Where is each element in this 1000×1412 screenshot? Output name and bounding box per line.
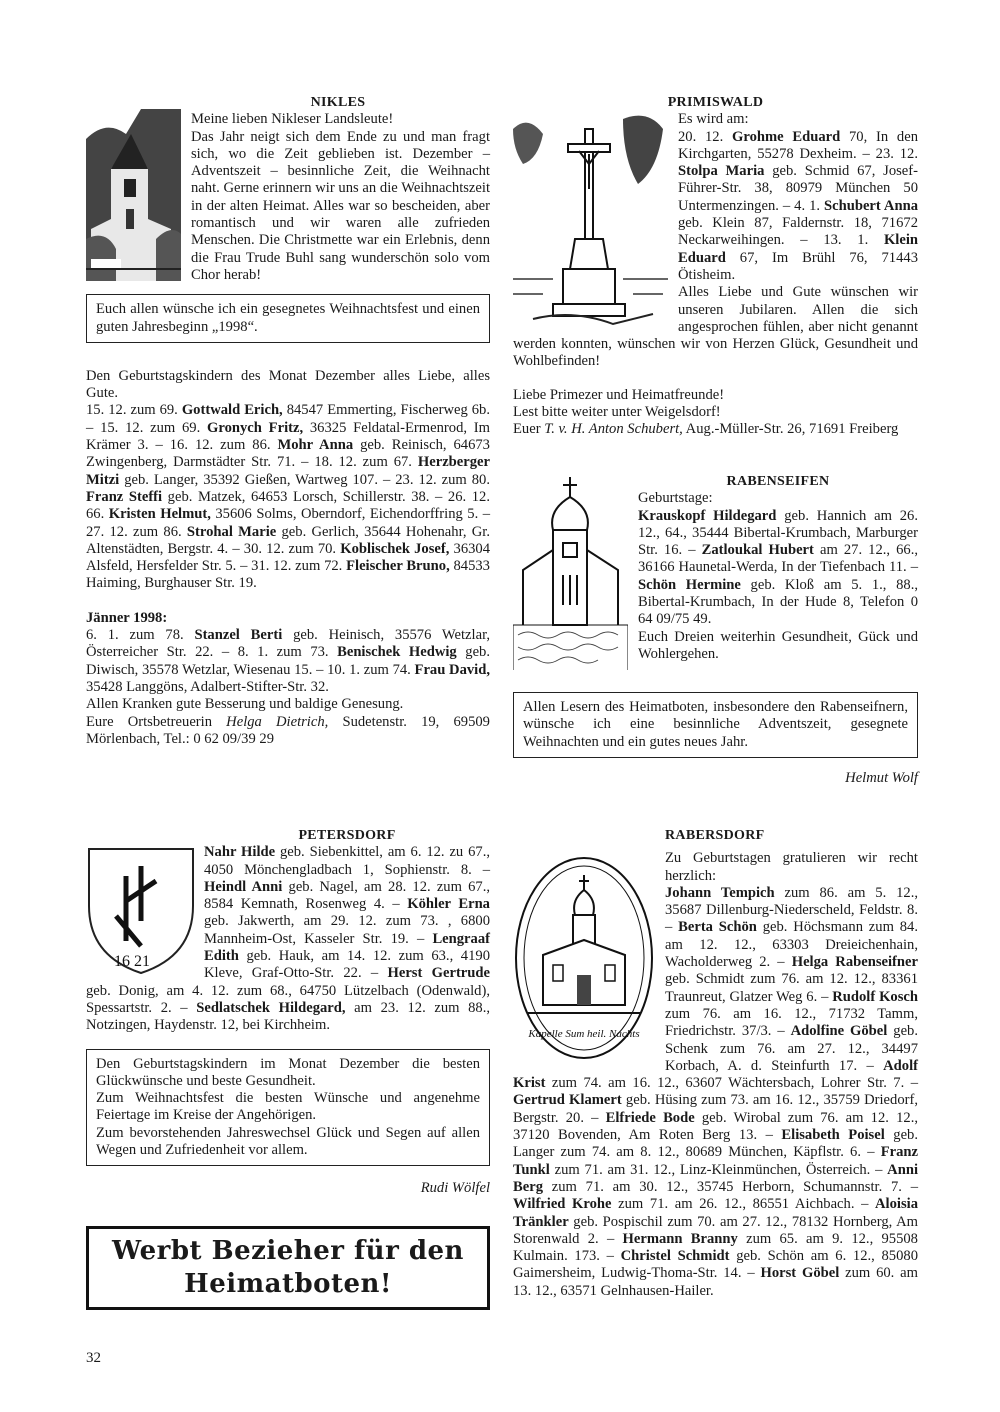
entry: 20. 12. Grohme Eduard 70, In den Kirchgarten, 55278 Dexheim. – xyxy=(678,128,919,162)
petersdorf-wish-2: Zum Weihnachtsfest die besten Wünsche und angenehme Feiertage im Kreise der Angehörigen. xyxy=(96,1090,480,1124)
rabersdorf-chapel-image xyxy=(513,855,655,1061)
entry: 23. 12. zum 80. Franz Steffi geb. Matzek, 64653 Lorsch, Schillerstr. 38. – xyxy=(86,471,490,505)
entry-name: Adolf Krist xyxy=(513,1057,918,1092)
entry: Heindl Anni geb. Nagel, am 28. 12. zum 67., 8584 Kemnath, Rosenweg 4. – xyxy=(204,878,490,913)
primiswald-section xyxy=(513,94,918,439)
entry: 30. 12. zum 70. Koblischek Josef, 36304 Alsfeld, Hersfelder Str. 5. – xyxy=(86,540,491,575)
entry: 15. 12. zum 69. Gronych Fritz, 36325 Feldatal-Ermenrod, Im Krämer 3. – xyxy=(86,419,490,454)
entry: 26. 12. 66. Kristen Helmut, 35606 Solms, Oberndorf, Eichendorffring 5. – xyxy=(86,488,490,523)
nikles-body: Das Jahr neigt sich dem Ende zu und man fragt sich, wo die Zeit geblieben ist. Dezember – Adventszeit – besinnliche Zeit, die Weihnacht naht. Gerne erinnern wir uns an die Weihnachtszeit in der alten Heimat. Alles war so bescheiden, aber romantisch und wir waren alle zufrieden Menschen. Die Christmette war ein Erlebnis, denn die Frau Trude Buhl sang wunderschön solo vom Chor herab! xyxy=(191,128,490,283)
promo-line-2: Heimatboten! xyxy=(184,1268,392,1299)
nikles-dec-intro: Den Geburtstagskindern des Monat Dezember alles Liebe, alles Gute. xyxy=(86,367,490,402)
entry: Zatloukal Hubert am 27. 12., 66., 36166 Haunetal-Werda, In der Tiefenbach 11. – xyxy=(638,542,919,576)
entry-name: Elisabeth Poisel xyxy=(781,1127,885,1144)
entry: 31. 12. zum 72. Fleischer Bruno, 84533 Haiming, Burghauser Str. 19. xyxy=(86,558,490,592)
petersdorf-heading: PETERSDORF xyxy=(298,828,396,843)
nikles-heading: NIKLES xyxy=(310,95,366,110)
entry-name: Franz Tunkl xyxy=(513,1144,918,1178)
promo-banner xyxy=(86,1226,490,1310)
entry: Elfriede Bode geb. Wirobal zum 76. am 12. 12., 37120 Bovenden, Am Roten Berg 13. – xyxy=(513,1109,918,1144)
entry: Rudolf Kosch zum 76. am 16. 12., 71732 Tamm, Friedrichstr. 37/3. – xyxy=(665,988,918,1040)
entry-name: Köhler Erna xyxy=(407,896,490,913)
entry-name: Gertrud Klamert xyxy=(513,1092,622,1109)
entry-name: Hermann Branny xyxy=(622,1230,738,1247)
entry-name: Aloisia Tränkler xyxy=(513,1196,918,1230)
entry-name: Wilfried Krohe xyxy=(513,1196,612,1213)
entry: 4. 1. Schubert Anna geb. Klein 87, Faldernstr. 18, 71672 Neckarweihingen. – xyxy=(678,197,918,249)
entry-name: Christel Schmidt xyxy=(620,1248,730,1265)
entry-name: Koblischek Josef, xyxy=(340,540,450,557)
entry-name: Adolfine Göbel xyxy=(790,1023,888,1040)
petersdorf-crest-image xyxy=(86,846,196,976)
entry: 16. 12. zum 86. Mohr Anna geb. Reinisch, 64673 Zwingenberg, Darmstädter Str. 71. – xyxy=(86,437,490,471)
entry: 8. 1. zum 73. Benischek Hedwig geb. Diwisch, 35578 Wetzlar, Wiesenau 15. – xyxy=(86,644,490,678)
rabersdorf-intro: Zu Geburtstagen gratulieren wir recht herzlich: xyxy=(665,850,918,884)
entry-name: Sedlatschek Hildegard, xyxy=(196,999,346,1016)
rabenseifen-intro: Geburtstage: xyxy=(638,490,713,507)
nikles-wish-text: Euch allen wünsche ich ein gesegnetes Weihnachtsfest und einen guten Jahresbeginn „1998“. xyxy=(96,301,480,335)
entry-name: Berta Schön xyxy=(678,919,757,936)
entry: 10. 1. zum 74. Frau David, 35428 Langgöns, Adalbert-Stifter-Str. 32. xyxy=(86,661,491,695)
nikles-jan-list xyxy=(86,627,490,696)
entry: Wilfried Krohe zum 71. am 26. 12., 86551 Aichbach. – xyxy=(513,1196,876,1213)
entry-name: Johann Tempich xyxy=(665,884,775,901)
entry-name: Krauskopf Hildegard xyxy=(638,507,777,524)
entry: Horst Göbel zum 60. am 13. 12., 63571 Gelnhausen-Hailer. xyxy=(513,1265,918,1299)
entry: Helga Rabenseifner geb. Schmidt zum 76. am 12. 12., 83361 Traunreut, Glatzer Weg 6. – xyxy=(665,954,918,1005)
nikles-section xyxy=(86,94,490,748)
entry: Aloisia Tränkler geb. Pospischil zum 70. am 27. 12., 78132 Hornberg, Am Storenwald 2. – xyxy=(513,1196,918,1247)
entry-name: Helga Rabenseifner xyxy=(791,954,918,971)
entry-name: Anni Berg xyxy=(513,1161,918,1195)
entry: Johann Tempich zum 86. am 5. 12., 35687 Dillenburg-Niederscheld, Feldstr. 8. – xyxy=(665,884,918,936)
petersdorf-signature: Rudi Wölfel xyxy=(420,1180,490,1197)
primiswald-note: Lest bitte weiter unter Weigelsdorf! xyxy=(513,404,721,421)
nikles-wish-box xyxy=(86,294,490,343)
entry-name: Zatloukal Hubert xyxy=(701,542,814,559)
entry-name: Schubert Anna xyxy=(824,197,918,214)
entry: Nahr Hilde geb. Siebenkittel, am 6. 12. zu 67., 4050 Mönchengladbach 1, Sophienstr. 8. – xyxy=(204,844,490,878)
entry-name: Lengraaf Edith xyxy=(204,930,490,965)
rabenseifen-wish-text: Allen Lesern des Heimatboten, insbesondere den Rabenseifnern, wünsche ich eine besinnliche Adventszeit, gesegnete Weihnachten und ein gutes neues Jahr. xyxy=(523,699,908,750)
entry-name: Schön Hermine xyxy=(638,576,741,593)
petersdorf-wish-3: Zum bevorstehenden Jahreswechsel Glück und Segen auf allen Wegen und Zufriedenheit vor allem. xyxy=(96,1124,480,1159)
entry-name: Fleischer Bruno, xyxy=(346,558,450,575)
entry-name: Horst Göbel xyxy=(760,1265,840,1282)
nikles-dec-list xyxy=(86,402,490,592)
nikles-intro: Meine lieben Nikleser Landsleute! xyxy=(191,111,394,128)
entry-name: Herzberger Mitzi xyxy=(86,454,490,488)
entry: Christel Schmidt geb. Schön am 6. 12., 85080 Gaimersheim, Ludwig-Thoma-Str. 14. – xyxy=(513,1248,918,1282)
rabenseifen-church-image xyxy=(513,475,628,670)
rabenseifen-section xyxy=(513,473,918,787)
entry: Lengraaf Edith geb. Hauk, am 14. 12. zum 63., 4190 Kleve, Graf-Otto-Str. 22. – xyxy=(204,930,490,982)
entry: Adolfine Göbel geb. Schenk zum 76. am 27. 12., 34497 Korbach, A. d. Steinfurth 17. – xyxy=(665,1023,918,1074)
entry: Berta Schön geb. Höchsmann zum 84. am 12. 12., 63303 Dreieichenhain, Wacholderweg 2. – xyxy=(665,919,918,971)
rabenseifen-signature: Helmut Wolf xyxy=(845,769,918,786)
crest-text: 16 21 xyxy=(114,953,150,970)
entry-name: Mohr Anna xyxy=(277,437,354,454)
rabersdorf-section xyxy=(513,827,918,1300)
page-number: 32 xyxy=(86,1350,101,1366)
primiswald-intro: Es wird am: xyxy=(678,111,749,128)
entry: Elisabeth Poisel geb. Langer zum 74. am 8. 12., 80689 München, Käpflstr. 6. – xyxy=(513,1127,919,1161)
petersdorf-section xyxy=(86,827,490,1310)
nikles-jan-title: Jänner 1998: xyxy=(86,609,168,626)
primiswald-heading: PRIMISWALD xyxy=(667,95,764,110)
rabenseifen-closing: Euch Dreien weiterhin Gesundheit, Gück und Wohlergehen. xyxy=(638,628,918,662)
rabenseifen-wish-box xyxy=(513,692,918,758)
entry-name: Grohme Eduard xyxy=(732,128,841,145)
entry: Sedlatschek Hildegard, am 23. 12. zum 88., Notzingen, Haydenstr. 12, bei Kirchheim. xyxy=(86,999,491,1034)
entry-name: Franz Steffi xyxy=(86,488,163,505)
primiswald-cross-image xyxy=(513,109,668,327)
entry-name: Gronych Fritz, xyxy=(207,419,304,436)
rabersdorf-heading: RABERSDORF xyxy=(665,828,765,843)
entry: 15. 12. zum 69. Gottwald Erich, 84547 Emmerting, Fischerweg 6b. – xyxy=(86,402,490,436)
rabenseifen-heading: RABENSEIFEN xyxy=(726,474,830,489)
entry-name: Kristen Helmut, xyxy=(108,506,211,523)
entry-name: Strohal Marie xyxy=(186,523,277,540)
primiswald-greet: Liebe Primezer und Heimatfreunde! xyxy=(513,386,725,403)
entry-name: Benischek Hedwig xyxy=(337,644,457,661)
petersdorf-wish-box xyxy=(86,1049,490,1167)
promo-line-1: Werbt Bezieher für den xyxy=(112,1235,464,1266)
nikles-signature: Eure Ortsbetreuerin Helga Dietrich, Sudetenstr. 19, 69509 Mörlenbach, Tel.: 0 62 09/39 29 xyxy=(86,713,490,747)
entry: Herst Gertrude geb. Donig, am 4. 12. zum 68., 64750 Lützelbach (Odenwald), Spessartstr. 2. – xyxy=(86,965,490,1016)
entry: 6. 1. zum 78. Stanzel Berti geb. Heinisch, 35576 Wetzlar, Österreicher Str. 22. – xyxy=(86,627,490,661)
nikles-closing: Allen Kranken gute Besserung und baldige Genesung. xyxy=(86,696,404,713)
primiswald-signature: Euer T. v. H. Anton Schubert, Aug.-Müller-Str. 26, 71691 Freiberg xyxy=(513,421,899,438)
chapel-caption: Kapelle Sum heil. Nachts xyxy=(528,1028,640,1040)
entry: 23. 12. Stolpa Maria geb. Schmid 67, Josef-Führer-Str. 38, 80979 München 50 Untermenzingen. – xyxy=(678,145,919,214)
entry: Gertrud Klamert geb. Hüsing zum 73. am 16. 12., 35759 Driedorf, Bergstr. 20. – xyxy=(513,1092,918,1126)
nikles-church-image xyxy=(86,109,181,281)
entry-name: Heindl Anni xyxy=(204,878,283,895)
entry-name: Nahr Hilde xyxy=(204,844,276,861)
petersdorf-wish-1: Den Geburtstagskindern im Monat Dezember die besten Glückwünsche und beste Gesundheit. xyxy=(96,1055,480,1089)
entry: 18. 12. zum 67. Herzberger Mitzi geb. Langer, 35392 Gießen, Wartweg 107. – xyxy=(86,454,490,488)
entry: Adolf Krist zum 74. am 16. 12., 63607 Wächtersbach, Lohrer Str. 7. – xyxy=(513,1057,918,1092)
entry-name: Rudolf Kosch xyxy=(832,988,918,1005)
entry-name: Stanzel Berti xyxy=(194,627,283,644)
entry: 13. 1. Klein Eduard 67, Im Brühl 76, 71443 Ötisheim. xyxy=(678,232,918,283)
entry-name: Stolpa Maria xyxy=(678,163,765,180)
primiswald-closing: Alles Liebe und Gute wünschen wir unseren Jubilaren. Allen die sich angesprochen fühlen, aber nicht genannt werden konnten, wünschen wir von Herzen Glück, Gesundheit und Wohlbefinden! xyxy=(513,284,918,370)
entry: 27. 12. zum 86. Strohal Marie geb. Gerlich, 35644 Hohenahr, Gr. Altenstädten, Bergstr. 4. – xyxy=(86,523,491,557)
entry: Anni Berg zum 71. am 30. 12., 35745 Herborn, Schumannstr. 7. – xyxy=(513,1161,918,1195)
entry-name: Frau David, xyxy=(414,661,491,678)
entry-name: Klein Eduard xyxy=(678,232,918,266)
entry: Franz Tunkl zum 71. am 31. 12., Linz-Kleinmünchen, Österreich. – xyxy=(513,1144,918,1178)
entry: Köhler Erna geb. Jakwerth, am 29. 12. zum 73. , 6800 Mannheim-Ost, Kasseler Str. 19. – xyxy=(204,896,490,947)
entry-name: Elfriede Bode xyxy=(605,1109,695,1126)
entry-name: Herst Gertrude xyxy=(387,965,490,982)
entry: Schön Hermine geb. Kloß am 5. 1., 88., Bibertal-Krumbach, In der Hude 8, Telefon 0 64 09/75 49. xyxy=(638,576,918,628)
entry: Krauskopf Hildegard geb. Hannich am 26. 12., 64., 35444 Bibertal-Krumbach, Marburger Str. 16. – xyxy=(638,507,919,559)
entry-name: Gottwald Erich, xyxy=(181,402,283,419)
entry: Hermann Branny zum 65. am 9. 12., 95508 Kulmain. 173. – xyxy=(513,1230,918,1265)
